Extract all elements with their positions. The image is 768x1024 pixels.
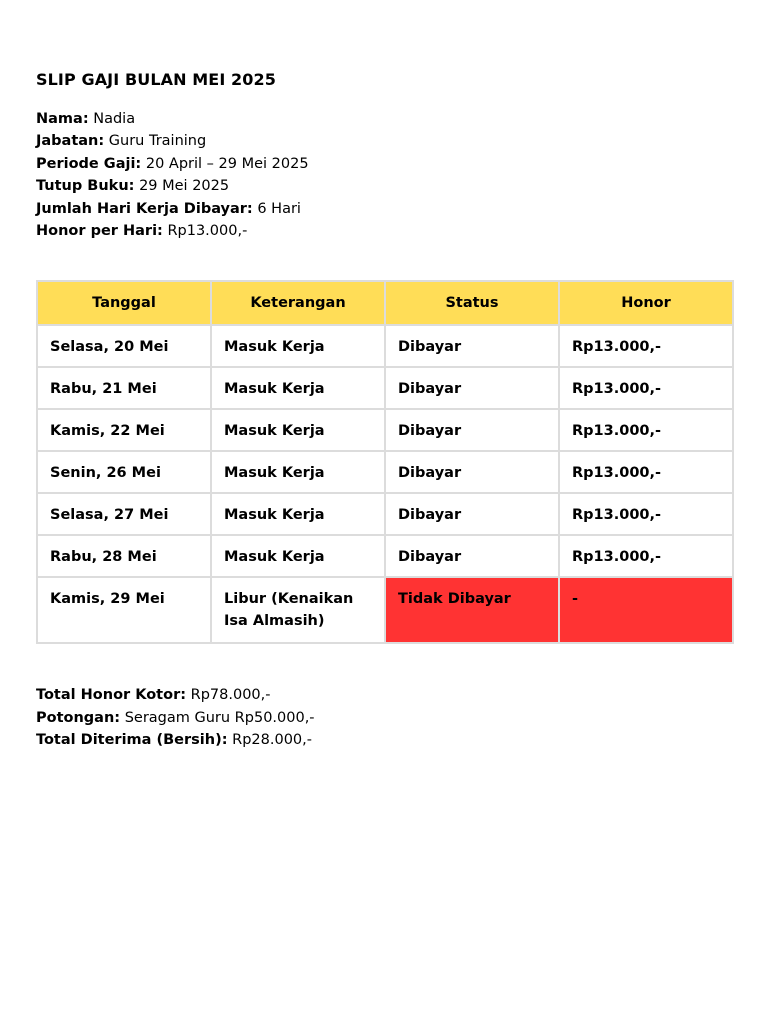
column-header-honor: Honor — [559, 281, 733, 325]
cell-status: Dibayar — [385, 367, 559, 409]
cell-honor: Rp13.000,- — [559, 493, 733, 535]
info-label: Jumlah Hari Kerja Dibayar: — [36, 200, 253, 217]
total-value: Rp78.000,- — [190, 687, 271, 703]
cell-honor: Rp13.000,- — [559, 535, 733, 577]
table-row — [37, 409, 733, 451]
cell-date: Kamis, 22 Mei — [37, 409, 211, 451]
cell-status: Dibayar — [385, 325, 559, 367]
info-value: 29 Mei 2025 — [139, 178, 230, 195]
cell-honor: Rp13.000,- — [559, 367, 733, 409]
cell-description: Masuk Kerja — [211, 409, 385, 451]
column-header-description: Keterangan — [211, 281, 385, 325]
info-row-daily-rate — [36, 220, 309, 242]
info-value: Rp13.000,- — [167, 223, 248, 240]
cell-date: Kamis, 29 Mei — [37, 577, 211, 643]
table-header-row — [37, 281, 733, 325]
table-row — [37, 325, 733, 367]
cell-honor-unpaid: - — [559, 577, 733, 643]
cell-description: Masuk Kerja — [211, 451, 385, 493]
info-value: Guru Training — [108, 133, 207, 150]
cell-date: Selasa, 27 Mei — [37, 493, 211, 535]
table-row-holiday — [37, 577, 733, 643]
table-row — [37, 367, 733, 409]
cell-description: Masuk Kerja — [211, 325, 385, 367]
cell-status: Dibayar — [385, 535, 559, 577]
table-row — [37, 493, 733, 535]
info-label: Jabatan: — [36, 133, 105, 150]
page-title: SLIP GAJI BULAN MEI 2025 — [36, 70, 276, 89]
total-value: Seragam Guru Rp50.000,- — [124, 709, 315, 726]
total-deduction — [36, 707, 315, 730]
info-row-period — [36, 153, 309, 175]
table-row — [37, 535, 733, 577]
cell-date: Rabu, 21 Mei — [37, 367, 211, 409]
column-header-status: Status — [385, 281, 559, 325]
cell-date: Senin, 26 Mei — [37, 451, 211, 493]
total-label: Potongan: — [36, 709, 121, 726]
employee-info — [36, 108, 309, 242]
info-row-name — [36, 108, 309, 130]
column-header-date: Tanggal — [37, 281, 211, 325]
attendance-table — [36, 280, 734, 644]
info-label: Tutup Buku: — [36, 178, 135, 195]
table-row — [37, 451, 733, 493]
totals-summary — [36, 684, 315, 752]
info-value: 6 Hari — [257, 200, 301, 217]
info-label: Periode Gaji: — [36, 155, 142, 172]
info-row-closing — [36, 175, 309, 197]
cell-honor: Rp13.000,- — [559, 451, 733, 493]
total-net — [36, 729, 315, 752]
info-row-workdays — [36, 198, 309, 220]
cell-status: Dibayar — [385, 451, 559, 493]
cell-status-unpaid: Tidak Dibayar — [385, 577, 559, 643]
total-value: Rp28.000,- — [232, 732, 312, 749]
info-label: Nama: — [36, 111, 89, 127]
total-label: Total Diterima (Bersih): — [36, 732, 228, 749]
cell-description: Masuk Kerja — [211, 493, 385, 535]
cell-description: Masuk Kerja — [211, 367, 385, 409]
info-label: Honor per Hari: — [36, 223, 163, 240]
cell-description: Libur (Kenaikan Isa Almasih) — [211, 577, 385, 643]
cell-honor: Rp13.000,- — [559, 409, 733, 451]
info-value: Nadia — [93, 111, 136, 127]
cell-status: Dibayar — [385, 493, 559, 535]
cell-date: Rabu, 28 Mei — [37, 535, 211, 577]
total-gross — [36, 684, 315, 707]
cell-status: Dibayar — [385, 409, 559, 451]
info-value: 20 April – 29 Mei 2025 — [145, 155, 309, 172]
cell-description: Masuk Kerja — [211, 535, 385, 577]
total-label: Total Honor Kotor: — [36, 687, 187, 703]
cell-date: Selasa, 20 Mei — [37, 325, 211, 367]
cell-honor: Rp13.000,- — [559, 325, 733, 367]
info-row-position — [36, 130, 309, 152]
